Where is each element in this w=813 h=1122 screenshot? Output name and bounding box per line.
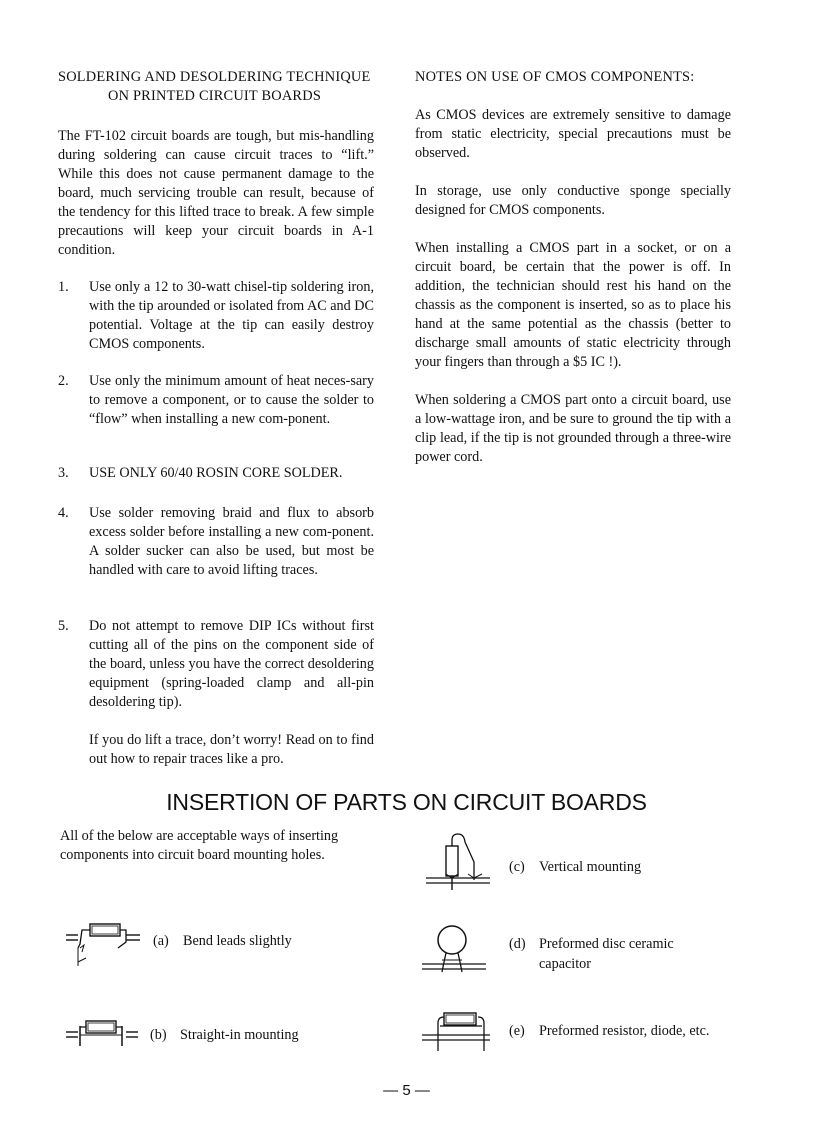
- caption-b-label: (b): [150, 1027, 167, 1043]
- caption-a-label: (a): [153, 933, 169, 949]
- straight-in-diagram: [64, 1018, 144, 1048]
- list-text: USE ONLY 60/40 ROSIN CORE SOLDER.: [89, 465, 343, 481]
- caption-a: [153, 931, 292, 951]
- caption-e: [509, 1021, 709, 1041]
- caption-c-label: (c): [509, 859, 525, 875]
- caption-a-text: Bend leads slightly: [183, 933, 292, 949]
- list-text: Do not attempt to remove DIP ICs without first cutting all of the pins on the component side of the board, unless you have the correct desoldering equipment (spring-loaded clamp and all-pin desoldering tip).: [89, 618, 374, 710]
- list-number: 4.: [58, 505, 69, 521]
- list-number: 3.: [58, 465, 69, 481]
- cmos-paragraph-4: When soldering a CMOS part onto a circuit board, use a low-wattage iron, and be sure to ground the tip with a clip lead, if the tip is not grounded through a three-wire power cord.: [415, 392, 731, 465]
- bent-leads-diagram: [64, 922, 144, 972]
- page-number: — 5 —: [383, 1082, 430, 1099]
- caption-e-label: (e): [509, 1023, 525, 1039]
- soldering-title: [58, 68, 378, 106]
- cmos-paragraph-1: As CMOS devices are extremely sensitive to damage from static electricity, special precautions must be observed.: [415, 107, 731, 161]
- preformed-resistor-diagram: [420, 1011, 494, 1053]
- caption-c: [509, 857, 641, 877]
- soldering-intro: The FT-102 circuit boards are tough, but mis-handling during soldering can cause circuit traces to “lift.” While this does not cause permanent damage to the board, much servicing trouble can result, because of the tendency for this lifted trace to break. A few simple precautions will keep your circuit boards in A-1 condition.: [58, 128, 374, 258]
- vertical-mounting-diagram: [424, 832, 496, 894]
- caption-d-text: Preformed disc ceramic capacitor: [539, 936, 674, 972]
- soldering-title-line2: ON PRINTED CIRCUIT BOARDS: [108, 88, 322, 104]
- soldering-title-line1: SOLDERING AND DESOLDERING TECHNIQUE: [58, 69, 371, 85]
- list-item-4: [58, 504, 374, 580]
- list-item-3: [58, 464, 374, 483]
- list-item-1: [58, 278, 374, 354]
- list-item-5: [58, 617, 374, 712]
- list-number: 5.: [58, 618, 69, 634]
- caption-d-label: (d): [509, 936, 526, 952]
- insertion-intro: All of the below are acceptable ways of inserting components into circuit board mounting holes.: [60, 828, 339, 863]
- caption-c-text: Vertical mounting: [539, 859, 642, 875]
- caption-d: [509, 934, 709, 974]
- list-text: Use solder removing braid and flux to absorb excess solder before installing a new com-ponent. A solder sucker can also be used, but most be handled with care to avoid lifting traces.: [89, 505, 374, 578]
- list-number: 2.: [58, 373, 69, 389]
- cmos-title: NOTES ON USE OF CMOS COMPONENTS:: [415, 69, 695, 85]
- insertion-title: INSERTION OF PARTS ON CIRCUIT BOARDS: [166, 789, 647, 815]
- list-number: 1.: [58, 279, 69, 295]
- closing-note: If you do lift a trace, don’t worry! Read on to find out how to repair traces like a pro.: [89, 732, 374, 767]
- disc-capacitor-diagram: [420, 924, 490, 976]
- caption-e-text: Preformed resistor, diode, etc.: [539, 1023, 710, 1039]
- list-text: Use only the minimum amount of heat neces-sary to remove a component, or to cause the solder to “flow” when installing a new com-ponent.: [89, 373, 374, 427]
- caption-b-text: Straight-in mounting: [180, 1027, 299, 1043]
- cmos-paragraph-3: When installing a CMOS part in a socket, or on a circuit board, be certain that the power is off. In addition, the technician should rest his hand on the chassis as the component is inserted, so as to place his hand at the same potential as the chassis (better to discharge small amounts of static electricity through your fingers than through a $5 IC !).: [415, 240, 731, 370]
- cmos-paragraph-2: In storage, use only conductive sponge specially designed for CMOS components.: [415, 183, 731, 218]
- caption-b: [150, 1025, 299, 1045]
- list-item-2: [58, 372, 374, 429]
- list-text: Use only a 12 to 30-watt chisel-tip soldering iron, with the tip arounded or isolated from AC and DC potential. Voltage at the tip can easily destroy CMOS components.: [89, 279, 374, 352]
